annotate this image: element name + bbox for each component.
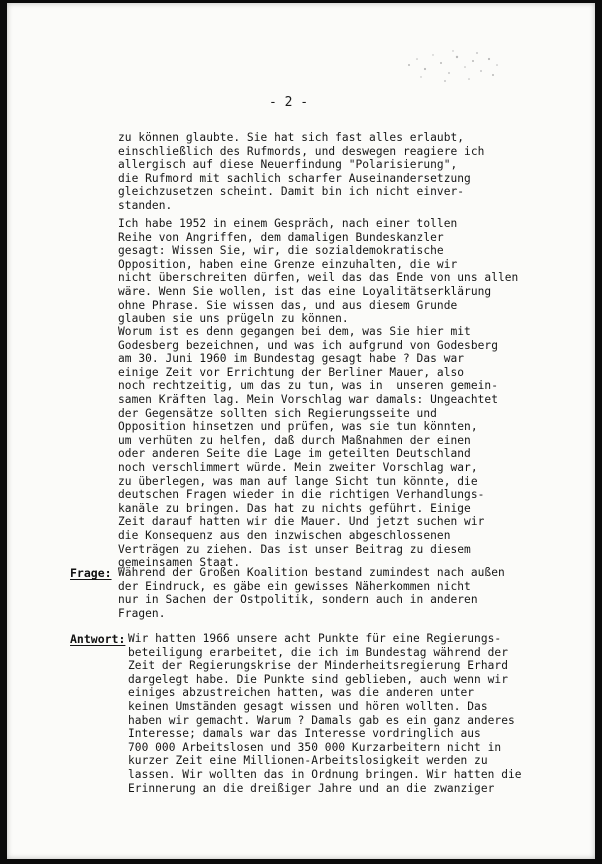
text-line: Ich habe 1952 in einem Gespräch, nach einer tollen: [118, 217, 458, 230]
paragraph-3: [118, 325, 498, 570]
scan-noise: [397, 45, 517, 95]
text-line: der Gegensätze sollten sich Regierungsseite und: [118, 406, 437, 420]
text-line: noch verschlimmert würde. Mein zweiter Vorschlag war,: [118, 460, 478, 474]
text-line: einschließlich des Rufmords, und deswegen reagiere ich: [118, 144, 485, 158]
text-line: Opposition hinsetzen und prüfen, was sie tun könnten,: [118, 420, 478, 434]
text-line: standen.: [118, 198, 173, 212]
text-line: die Konsequenz aus den inzwischen abgeschlossenen: [118, 528, 451, 542]
text-line: oder anderen Seite die Lage im geteilten Deutschland: [118, 447, 471, 461]
text-line: um verhüten zu helfen, daß durch Maßnahmen der einen: [118, 433, 471, 447]
text-line: einiges abzustreichen hatten, was die anderen unter: [128, 686, 475, 700]
text-line: Während der Großen Koalition bestand zumindest nach außen: [118, 566, 505, 579]
text-line: Worum ist es denn gegangen bei dem, was Sie hier mit: [118, 325, 471, 338]
text-line: Verträgen zu ziehen. Das ist unser Beitrag zu diesem: [118, 542, 471, 556]
text-line: allergisch auf diese Neuerfindung "Polarisierung",: [118, 158, 458, 172]
text-line: die Rufmord mit sachlich scharfer Auseinandersetzung: [118, 171, 471, 185]
text-line: Opposition, haben eine Grenze einzuhalten, die wir: [118, 257, 458, 271]
text-line: Interesse; damals war das Interesse vordringlich aus: [128, 727, 481, 741]
text-line: haben wir gemacht. Warum ? Damals gab es ein ganz anderes: [128, 713, 515, 727]
page-number: - 2 -: [269, 95, 309, 110]
text-line: keinen Umständen gesagt wissen und hören wollten. Das: [128, 699, 488, 713]
text-line: Godesberg bezeichnen, und was ich aufgrund von Godesberg: [118, 338, 498, 352]
text-line: gemeinsamen Staat.: [118, 556, 241, 570]
paragraph-1: [118, 131, 484, 213]
text-line: nicht überschreiten dürfen, weil das das Ende von uns allen: [118, 271, 519, 285]
text-line: Fragen.: [118, 606, 166, 620]
paragraph-2: [118, 217, 518, 326]
text-line: ohne Phrase. Sie wissen das, und aus diesem Grunde: [118, 298, 458, 312]
frage-text: [118, 566, 505, 620]
text-line: gesagt: Wissen Sie, wir, die sozialdemokratische: [118, 244, 444, 258]
text-line: samen Kräften lag. Mein Vorschlag war damals: Ungeachtet: [118, 392, 498, 406]
text-line: lassen. Wir wollten das in Ordnung bringen. Wir hatten die: [128, 767, 522, 781]
text-line: 700 000 Arbeitslosen und 350 000 Kurzarbeitern nicht in: [128, 740, 502, 754]
text-line: zu überlegen, was man auf lange Sicht tun könnte, die: [118, 474, 478, 488]
text-line: Erinnerung an die dreißiger Jahre und an die zwanziger: [128, 781, 495, 795]
text-line: wäre. Wenn Sie wollen, ist das eine Loyalitätserklärung: [118, 284, 492, 298]
text-line: am 30. Juni 1960 im Bundestag gesagt habe ? Das war: [118, 352, 465, 366]
text-line: Reihe von Angriffen, dem damaligen Bundeskanzler: [118, 230, 444, 244]
text-line: deutschen Fragen wieder in die richtigen Verhandlungs-: [118, 488, 485, 502]
text-line: dargelegt habe. Die Punkte sind geblieben, auch wenn wir: [128, 672, 508, 686]
antwort-label: Antwort:: [70, 632, 126, 646]
document-page: [7, 3, 595, 859]
text-line: kanäle zu bringen. Das hat zu nichts geführt. Einige: [118, 501, 471, 515]
text-line: der Eindruck, es gäbe ein gewisses Näherkommen nicht: [118, 579, 471, 593]
text-line: Zeit darauf hatten wir die Mauer. Und jetzt suchen wir: [118, 515, 485, 529]
text-line: Wir hatten 1966 unsere acht Punkte für eine Regierungs-: [128, 632, 502, 645]
text-line: einige Zeit vor Errichtung der Berliner Mauer, also: [118, 365, 465, 379]
frage-label: Frage:: [70, 566, 112, 580]
text-line: kurzer Zeit eine Millionen-Arbeitslosigkeit werden zu: [128, 754, 488, 768]
text-line: gleichzusetzen scheint. Damit bin ich nicht einver-: [118, 185, 465, 199]
text-line: nur in Sachen der Ostpolitik, sondern auch in anderen: [118, 593, 478, 607]
text-line: beteiligung erarbeitet, die ich im Bundestag während der: [128, 645, 508, 659]
antwort-text: [128, 632, 522, 795]
text-line: zu können glaubte. Sie hat sich fast alles erlaubt,: [118, 131, 465, 144]
text-line: glauben sie uns prügeln zu können.: [118, 312, 349, 326]
text-line: noch rechtzeitig, um das zu tun, was in unseren gemein-: [118, 379, 498, 393]
text-line: Zeit der Regierungskrise der Minderheitsregierung Erhard: [128, 659, 508, 673]
